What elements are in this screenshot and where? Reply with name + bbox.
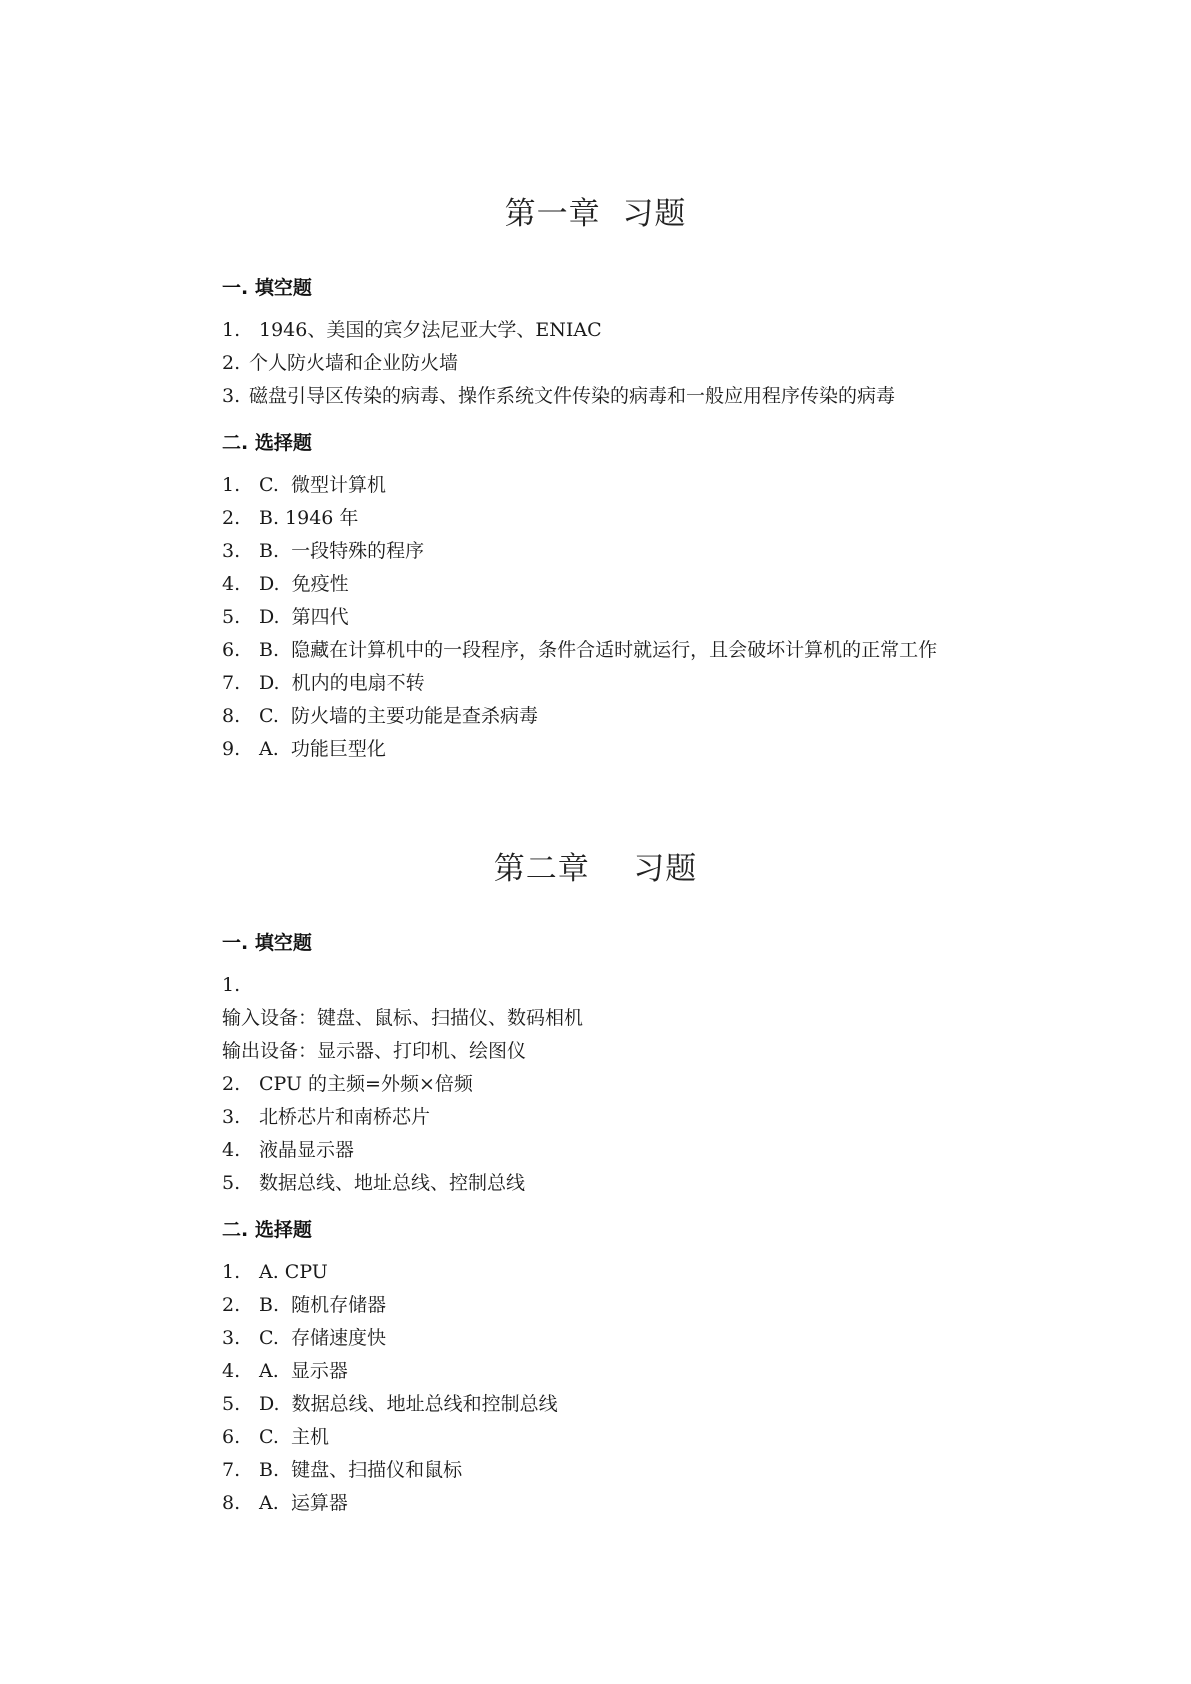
item-number: 3. [222,1327,241,1349]
ch2-choice-item [222,1425,329,1449]
ch2-choice-heading: 二. 选择题 [222,1219,312,1241]
item-number: 2. [222,1073,241,1095]
ch2-choice-item [222,1260,328,1284]
item-text: D. 机内的电扇不转 [259,672,425,694]
item-number: 3. [222,540,241,562]
item-number: 7. [222,672,241,694]
item-number: 1. [222,319,241,341]
item-text: CPU 的主频=外频×倍频 [259,1073,473,1095]
item-text: D. 数据总线、地址总线和控制总线 [259,1393,558,1415]
item-text: B. 隐藏在计算机中的一段程序，条件合适时就运行，且会破坏计算机的正常工作 [259,639,938,661]
ch2-fill-item [222,1138,354,1162]
ch1-choice-item [222,638,937,662]
ch2-choice-item [222,1491,348,1515]
item-text: 1946、美国的宾夕法尼亚大学、ENIAC [259,319,602,341]
item-text: C. 防火墙的主要功能是查杀病毒 [259,705,538,727]
ch2-choice-item [222,1458,462,1482]
item-text: B. 键盘、扫描仪和鼠标 [259,1459,463,1481]
item-text: 液晶显示器 [259,1139,355,1161]
ch2-input-devices: 输入设备：键盘、鼠标、扫描仪、数码相机 [222,1007,584,1029]
item-number: 9. [222,738,241,760]
item-text: D. 免疫性 [259,573,349,595]
ch1-choice-item [222,539,424,563]
ch2-choice-item [222,1326,386,1350]
item-number: 5. [222,606,241,628]
item-number: 4. [222,1139,241,1161]
item-text: D. 第四代 [259,606,349,628]
ch1-choice-item [222,704,538,728]
item-number: 8. [222,705,241,727]
item-text: 数据总线、地址总线、控制总线 [259,1172,526,1194]
ch2-fill-heading: 一. 填空题 [222,932,312,954]
ch1-fill-item [222,318,602,342]
item-number: 1. [222,474,241,496]
item-text: A. 显示器 [259,1360,348,1382]
item-text: 磁盘引导区传染的病毒、操作系统文件传染的病毒和一般应用程序传染的病毒 [249,385,896,407]
item-text: C. 存储速度快 [259,1327,386,1349]
ch1-fill-item [222,351,458,375]
item-text: A. 运算器 [259,1492,348,1514]
item-text: 北桥芯片和南桥芯片 [259,1106,431,1128]
ch1-choice-item [222,473,386,497]
item-number: 2. [222,352,241,374]
item-text: C. 主机 [259,1426,329,1448]
item-number: 8. [222,1492,241,1514]
ch1-choice-item [222,605,349,629]
ch2-fill-item-1-number: 1. [222,974,241,996]
item-number: 4. [222,573,241,595]
item-number: 3. [222,1106,241,1128]
ch2-choice-item [222,1359,348,1383]
ch2-output-devices: 输出设备：显示器、打印机、绘图仪 [222,1040,527,1062]
ch1-fill-item [222,384,895,408]
item-text: A. CPU [259,1261,328,1283]
ch2-choice-item [222,1392,558,1416]
item-number: 7. [222,1459,241,1481]
item-number: 2. [222,507,241,529]
ch1-choice-heading: 二. 选择题 [222,432,312,454]
item-number: 5. [222,1172,241,1194]
ch1-fill-heading: 一. 填空题 [222,277,312,299]
item-number: 3. [222,385,241,407]
ch1-choice-item [222,737,386,761]
item-text: B. 1946 年 [259,507,359,529]
item-number: 6. [222,639,241,661]
ch2-choice-item [222,1293,386,1317]
chapter-1-title: 第一章 习题 [504,196,687,232]
item-number: 2. [222,1294,241,1316]
item-text: A. 功能巨型化 [259,738,386,760]
ch1-choice-item [222,572,349,596]
item-text: 个人防火墙和企业防火墙 [249,352,459,374]
item-text: C. 微型计算机 [259,474,386,496]
item-text: B. 一段特殊的程序 [259,540,425,562]
ch2-fill-item [222,1105,430,1129]
ch2-fill-item [222,1171,525,1195]
item-number: 1. [222,1261,241,1283]
item-number: 6. [222,1426,241,1448]
item-number: 5. [222,1393,241,1415]
ch2-fill-item [222,1072,473,1096]
ch1-choice-item [222,671,425,695]
chapter-2-title: 第二章 习题 [493,851,698,887]
item-text: B. 随机存储器 [259,1294,387,1316]
ch1-choice-item [222,506,358,530]
item-number: 4. [222,1360,241,1382]
